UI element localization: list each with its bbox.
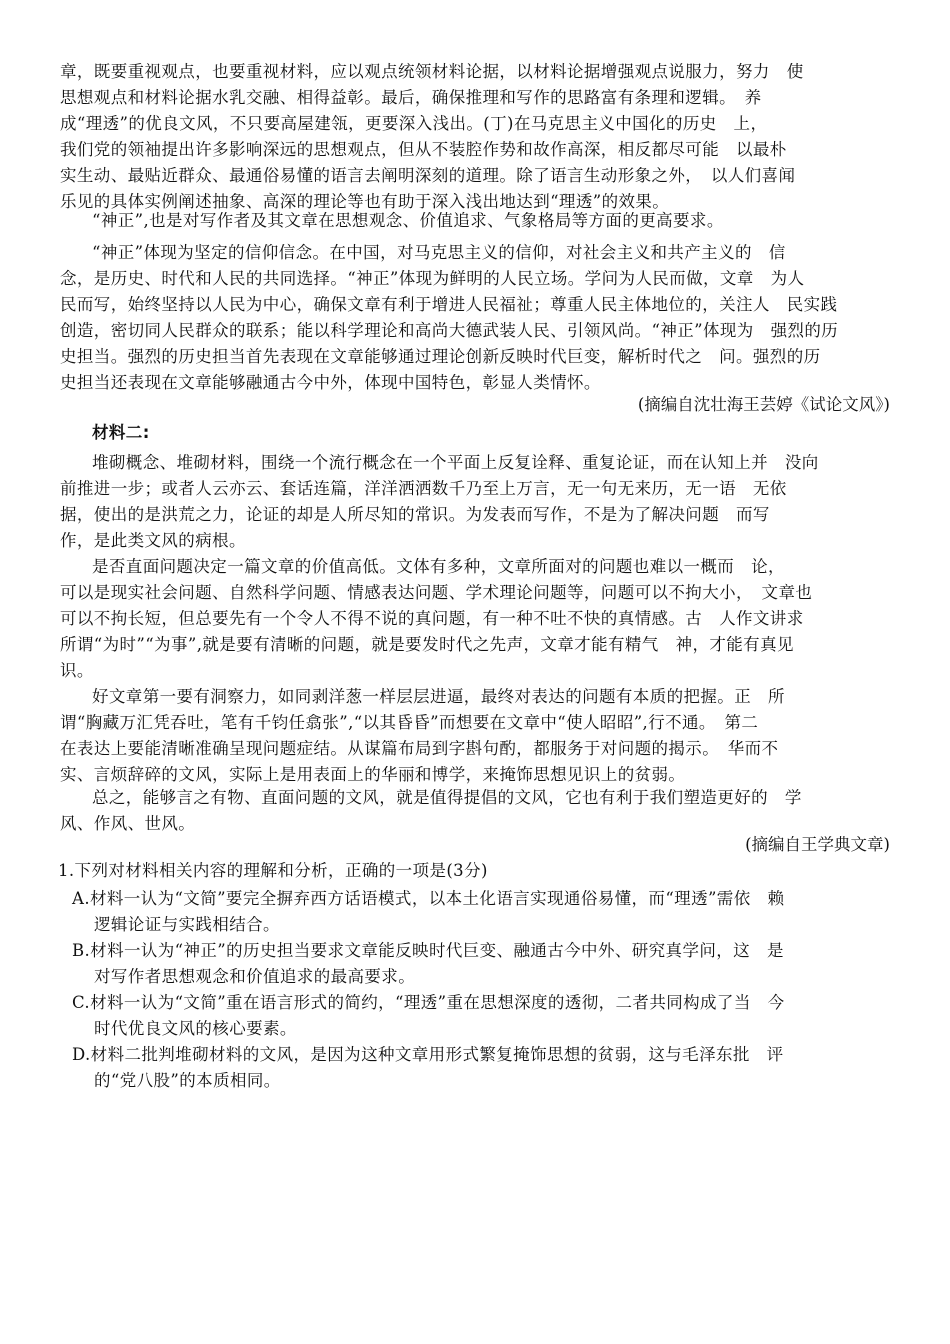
option-d bbox=[60, 1042, 892, 1094]
material2-heading-block bbox=[60, 420, 892, 446]
material1-paragraph-1 bbox=[60, 59, 892, 215]
material2-source: (摘编自王学典文章) bbox=[745, 835, 890, 854]
text-line: 前推进一步；或者人云亦云、套话连篇，洋洋洒洒数千乃至上万言，无一句无来历，无一语 无依 bbox=[60, 479, 787, 498]
text-line: 所谓“为时”“为事”,就是要有清晰的问题，就是要发时代之先声，文章才能有精气 神，才能有真见 bbox=[60, 635, 794, 654]
option-b bbox=[60, 938, 892, 990]
text-line: 成“理透”的优良文风，不只要高屋建瓴，更要深入浅出。(丁)在马克思主义中国化的历史 上， bbox=[60, 114, 768, 133]
question-stem: 1.下列对材料相关内容的理解和分析，正确的一项是(3分) bbox=[58, 861, 488, 880]
material2-paragraph-2 bbox=[60, 554, 892, 684]
option-a bbox=[60, 886, 892, 938]
material2-heading: 材料二: bbox=[92, 423, 150, 442]
question-1 bbox=[58, 858, 890, 884]
text-line: 念，是历史、时代和人民的共同选择。“神正”体现为鲜明的人民立场。学问为人民而做，文章 为人 bbox=[60, 269, 805, 288]
text-line: 识。 bbox=[60, 661, 94, 680]
text-line: 我们党的领袖提出许多影响深远的思想观点，但从不装腔作势和故作高深，相反都尽可能 以最朴 bbox=[60, 140, 787, 159]
option-d-line: D.材料二批判堆砌材料的文风，是因为这种文章用形式繁复掩饰思想的贫弱，这与毛泽东批 评 bbox=[72, 1045, 784, 1064]
material1-source: (摘编自沈壮海王芸婷《试论文风》) bbox=[637, 395, 890, 414]
text-line: “神正”,也是对写作者及其文章在思想观念、价值追求、气象格局等方面的更高要求。 bbox=[92, 211, 724, 230]
option-c bbox=[60, 990, 892, 1042]
text-line: 民而写，始终坚持以人民为中心，确保文章有利于增进人民福祉；尊重人民主体地位的，关注人 民实践 bbox=[60, 295, 838, 314]
option-b-line: 对写作者思想观念和价值追求的最高要求。 bbox=[94, 967, 416, 986]
text-line: 实生动、最贴近群众、最通俗易懂的语言去阐明深刻的道理。除了语言生动形象之外， 以人们喜闻 bbox=[60, 166, 796, 185]
text-line: 思想观点和材料论据水乳交融、相得益彰。最后，确保推理和写作的思路富有条理和逻辑。 养 bbox=[60, 88, 762, 107]
option-c-line: 时代优良文风的核心要素。 bbox=[94, 1019, 297, 1038]
text-line: 谓“胸藏万汇凭吞吐，笔有千钧任翕张”,“以其昏昏”而想要在文章中“使人昭昭”,行不通。 第二 bbox=[60, 713, 759, 732]
option-a-line: 逻辑论证与实践相结合。 bbox=[94, 915, 280, 934]
text-line: 总之，能够言之有物、直面问题的文风，就是值得提倡的文风，它也有利于我们塑造更好的 学 bbox=[92, 788, 802, 807]
text-line: 作，是此类文风的病根。 bbox=[60, 531, 246, 550]
text-line: 好文章第一要有洞察力，如同剥洋葱一样层层进逼，最终对表达的问题有本质的把握。正 所 bbox=[92, 687, 785, 706]
text-line: 据，使出的是洪荒之力，论证的却是人所尽知的常识。为发表而写作，不是为了解决问题 而写 bbox=[60, 505, 770, 524]
material2-paragraph-3 bbox=[60, 684, 892, 788]
text-line: 创造，密切同人民群众的联系；能以科学理论和高尚大德武装人民、引领风尚。“神正”体现为 强烈的历 bbox=[60, 321, 839, 340]
text-line: 在表达上要能清晰准确呈现问题症结。从谋篇布局到字斟句酌，都服务于对问题的揭示。 华而不 bbox=[60, 739, 779, 758]
text-line: 可以不拘长短，但总要先有一个令人不得不说的真问题，有一种不吐不快的真情感。古 人作文讲求 bbox=[60, 609, 804, 628]
material1-paragraph-2 bbox=[60, 208, 892, 234]
text-line: 史担当还表现在文章能够融通古今中外，体现中国特色，彰显人类情怀。 bbox=[60, 373, 601, 392]
text-line: 可以是现实社会问题、自然科学问题、情感表达问题、学术理论问题等，问题可以不拘大小， 文章也 bbox=[60, 583, 813, 602]
material1-paragraph-3 bbox=[60, 240, 892, 396]
material2-paragraph-4 bbox=[60, 785, 892, 837]
text-line: 史担当。强烈的历史担当首先表现在文章能够通过理论创新反映时代巨变，解析时代之 问。强烈的历 bbox=[60, 347, 821, 366]
option-b-line: B.材料一认为“神正”的历史担当要求文章能反映时代巨变、融通古今中外、研究真学问，这 是 bbox=[72, 941, 784, 960]
option-d-line: 的“党八股”的本质相同。 bbox=[94, 1071, 281, 1090]
text-line: 乐见的具体实例阐述抽象、高深的理论等也有助于深入浅出地达到“理透”的效果。 bbox=[60, 192, 670, 211]
option-a-line: A.材料一认为“文简”要完全摒弃西方话语模式，以本土化语言实现通俗易懂，而“理透”需依 赖 bbox=[72, 889, 785, 908]
text-line: 实、言烦辞碎的文风，实际上是用表面上的华丽和博学，来掩饰思想见识上的贫弱。 bbox=[60, 765, 686, 784]
text-line: 是否直面问题决定一篇文章的价值高低。文体有多种，文章所面对的问题也难以一概而 论， bbox=[92, 557, 785, 576]
text-line: 堆砌概念、堆砌材料，围绕一个流行概念在一个平面上反复诠释、重复论证，而在认知上并 没向 bbox=[92, 453, 819, 472]
text-line: 风、作风、世风。 bbox=[60, 814, 196, 833]
text-line: “神正”体现为坚定的信仰信念。在中国，对马克思主义的信仰，对社会主义和共产主义的 信 bbox=[92, 243, 786, 262]
text-line: 章，既要重视观点，也要重视材料，应以观点统领材料论据，以材料论据增强观点说服力，努力 使 bbox=[60, 62, 804, 81]
option-c-line: C.材料一认为“文简”重在语言形式的简约，“理透”重在思想深度的透彻，二者共同构成了当 今 bbox=[72, 993, 785, 1012]
material2-paragraph-1 bbox=[60, 450, 892, 554]
